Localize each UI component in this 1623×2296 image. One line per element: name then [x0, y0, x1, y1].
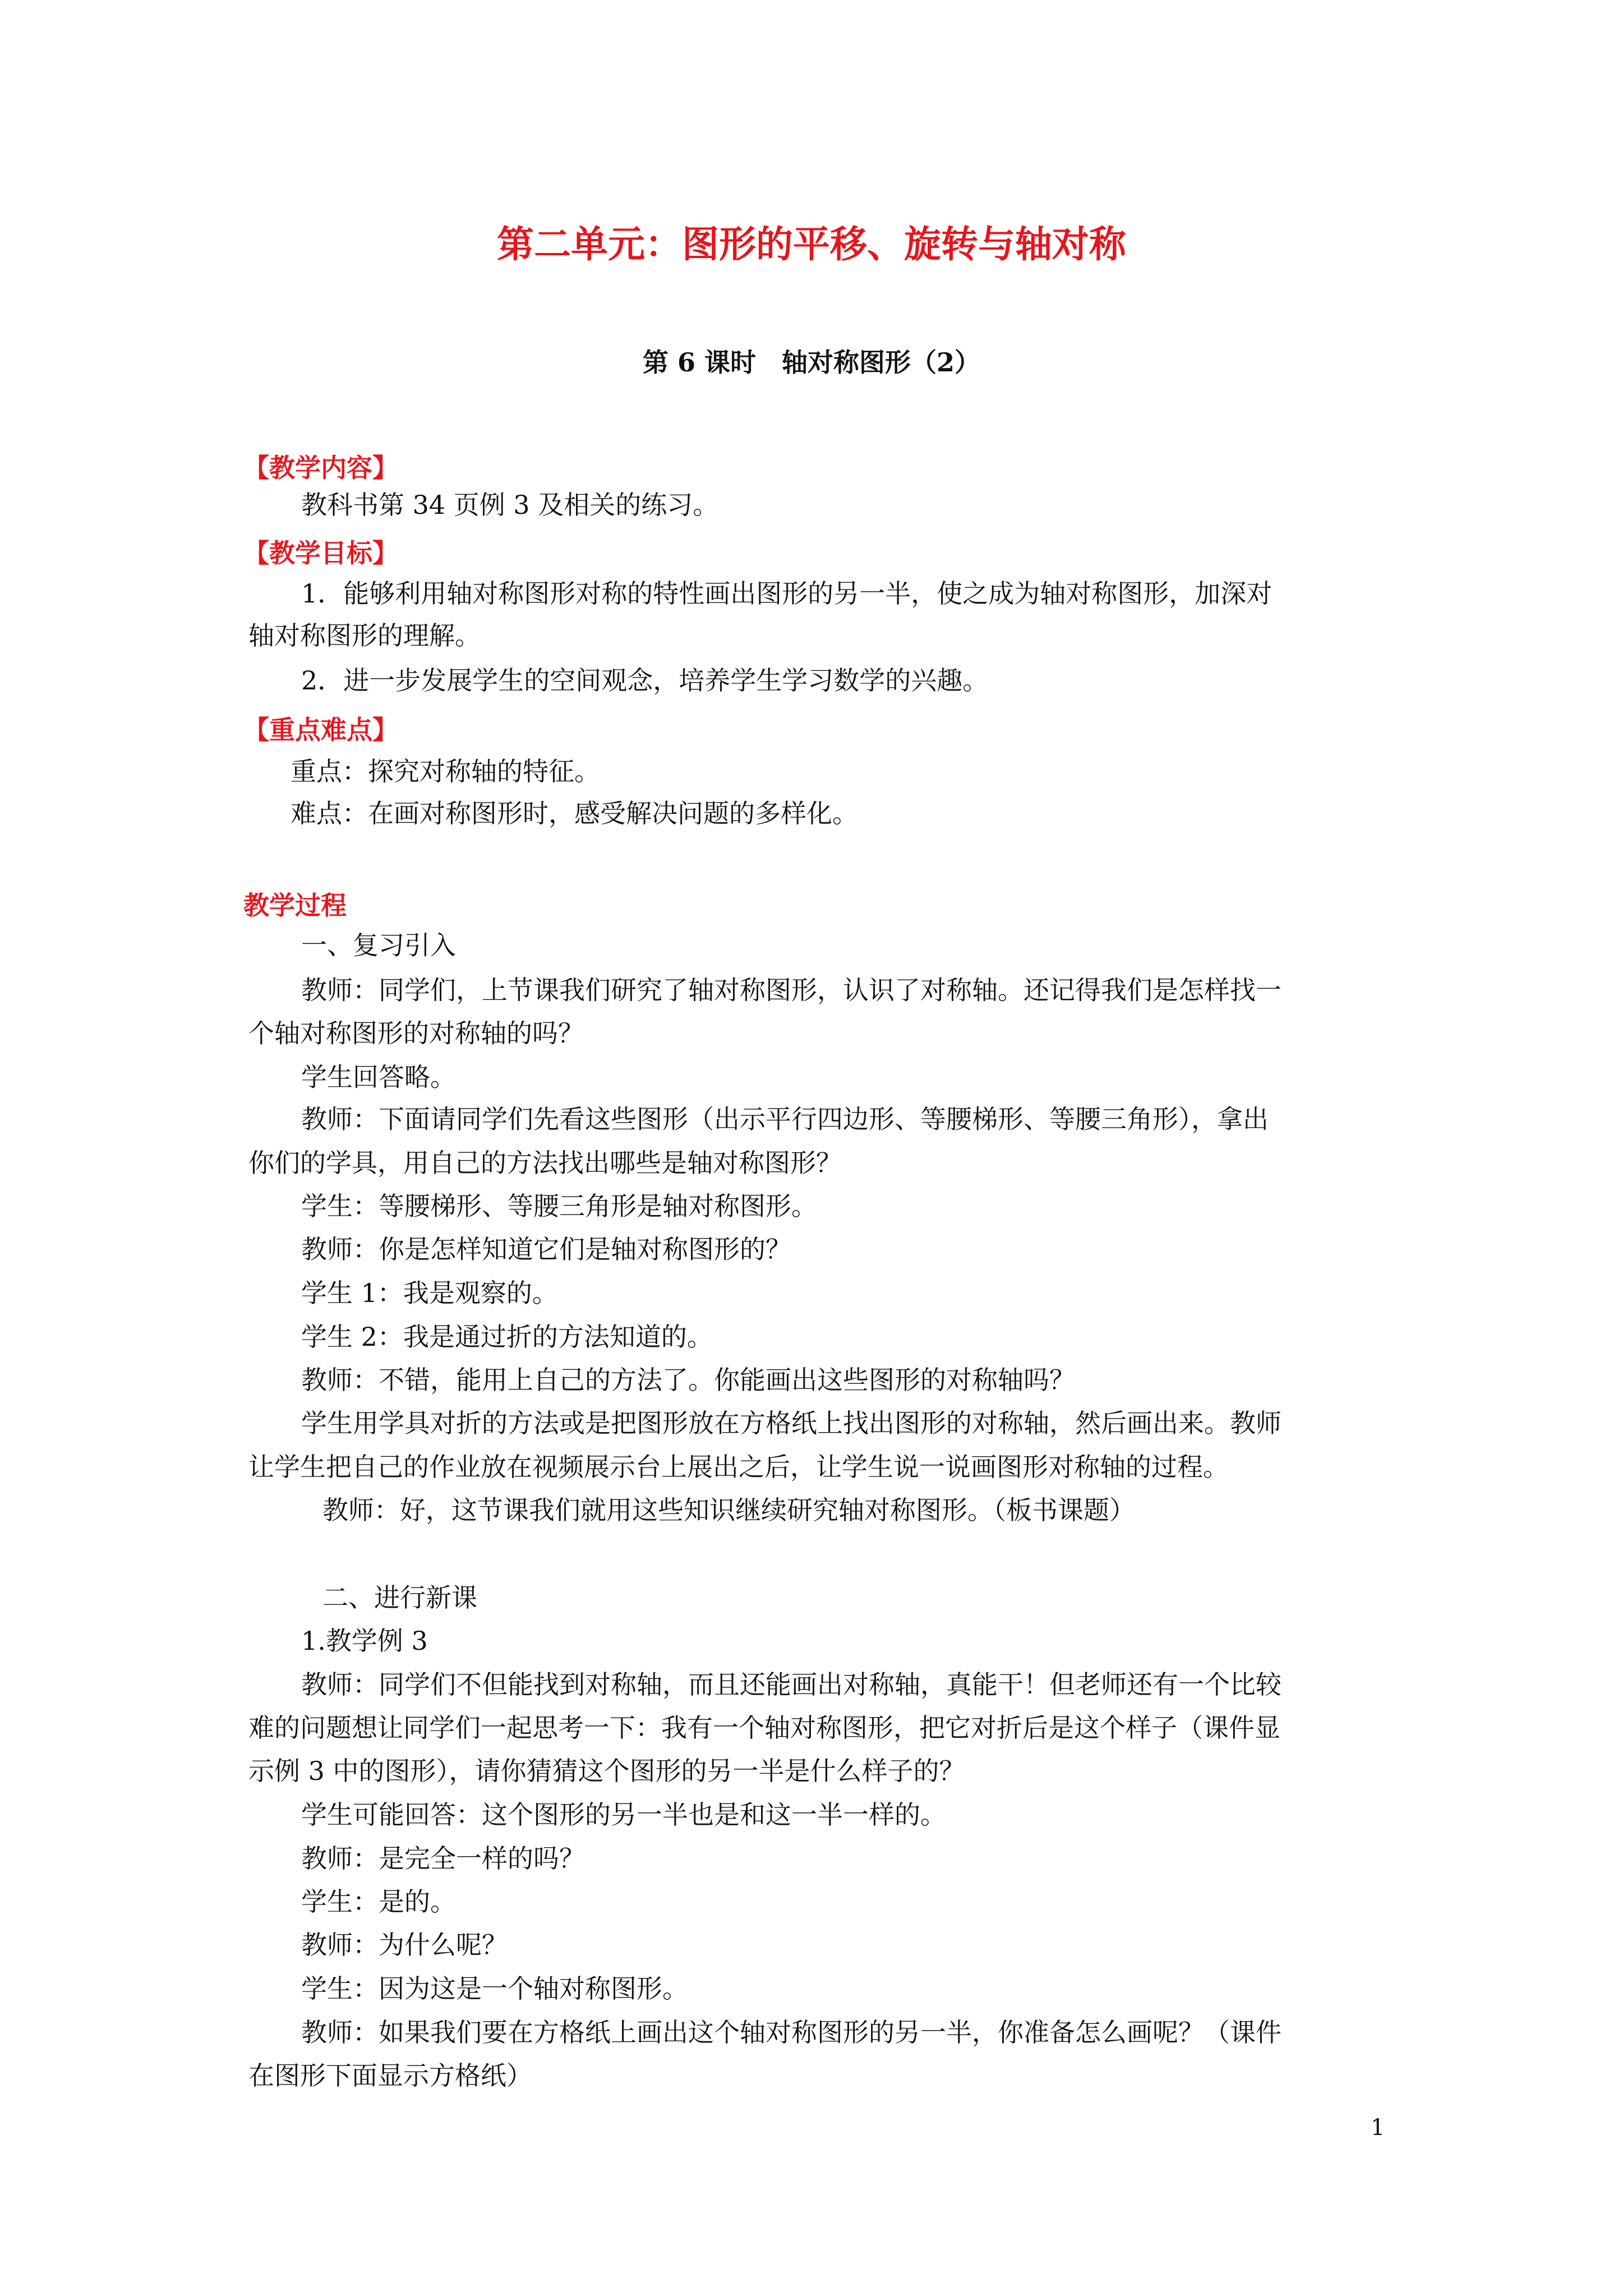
- process-line: 一、复习引入: [301, 930, 456, 960]
- process-line: 学生：因为这是一个轴对称图形。: [301, 1973, 688, 2004]
- process-line: 学生 2：我是通过折的方法知道的。: [301, 1322, 713, 1352]
- process-line: 示例 3 中的图形），请你猜猜这个图形的另一半是什么样子的？: [248, 1756, 965, 1786]
- process-line: 教师：好，这节课我们就用这些知识继续研究轴对称图形。（板书课题）: [322, 1495, 1135, 1525]
- process-line: 学生回答略。: [301, 1062, 456, 1092]
- process-line: 学生 1：我是观察的。: [301, 1278, 558, 1308]
- heading-teaching-goals: 【教学目标】: [243, 538, 398, 568]
- process-line: 教师：是完全一样的吗？: [301, 1843, 585, 1874]
- process-line: 二、进行新课: [322, 1582, 477, 1613]
- process-line: 教师：同学们，上节课我们研究了轴对称图形，认识了对称轴。还记得我们是怎样找一: [301, 975, 1281, 1005]
- page-number: 1: [1371, 2115, 1385, 2141]
- process-line: 教师：如果我们要在方格纸上画出这个轴对称图形的另一半，你准备怎么画呢？（课件: [301, 2017, 1281, 2047]
- page-title: 第二单元：图形的平移、旋转与轴对称: [497, 222, 1126, 266]
- lesson-subtitle: 第 6 课时 轴对称图形（2）: [642, 347, 981, 378]
- process-line: 教师：同学们不但能找到对称轴，而且还能画出对称轴，真能干！但老师还有一个比较: [301, 1669, 1281, 1700]
- goals-line: 1．能够利用轴对称图形对称的特性画出图形的另一半，使之成为轴对称图形，加深对: [301, 578, 1272, 609]
- heading-teaching-content: 【教学内容】: [243, 453, 398, 483]
- process-line: 在图形下面显示方格纸）: [248, 2060, 532, 2091]
- process-line: 你们的学具，用自己的方法找出哪些是轴对称图形？: [248, 1148, 842, 1178]
- process-line: 难的问题想让同学们一起思考一下：我有一个轴对称图形，把它对折后是这个样子（课件显: [248, 1713, 1280, 1743]
- heading-teaching-process: 教学过程: [243, 890, 347, 921]
- key-points-line: 重点：探究对称轴的特征。: [291, 756, 600, 786]
- process-line: 教师：不错，能用上自己的方法了。你能画出这些图形的对称轴吗？: [301, 1365, 1075, 1395]
- process-line: 学生：等腰梯形、等腰三角形是轴对称图形。: [301, 1191, 817, 1221]
- heading-key-points: 【重点难点】: [243, 715, 398, 745]
- process-line: 教师：你是怎样知道它们是轴对称图形的？: [301, 1234, 791, 1264]
- process-line: 教师：下面请同学们先看这些图形（出示平行四边形、等腰梯形、等腰三角形），拿出: [301, 1104, 1269, 1134]
- goals-line: 2．进一步发展学生的空间观念，培养学生学习数学的兴趣。: [301, 665, 989, 696]
- process-line: 让学生把自己的作业放在视频展示台上展出之后，让学生说一说画图形对称轴的过程。: [248, 1452, 1229, 1482]
- process-line: 教师：为什么呢？: [301, 1930, 508, 1960]
- goals-line: 轴对称图形的理解。: [248, 620, 481, 651]
- process-line: 1.教学例 3: [301, 1626, 428, 1656]
- process-line: 学生可能回答：这个图形的另一半也是和这一半一样的。: [301, 1800, 946, 1830]
- content-line: 教科书第 34 页例 3 及相关的练习。: [301, 490, 719, 520]
- process-line: 学生：是的。: [301, 1887, 456, 1917]
- process-line: 学生用学具对折的方法或是把图形放在方格纸上找出图形的对称轴，然后画出来。教师: [301, 1408, 1281, 1438]
- key-points-line: 难点：在画对称图形时，感受解决问题的多样化。: [291, 798, 858, 829]
- process-line: 个轴对称图形的对称轴的吗？: [248, 1018, 584, 1048]
